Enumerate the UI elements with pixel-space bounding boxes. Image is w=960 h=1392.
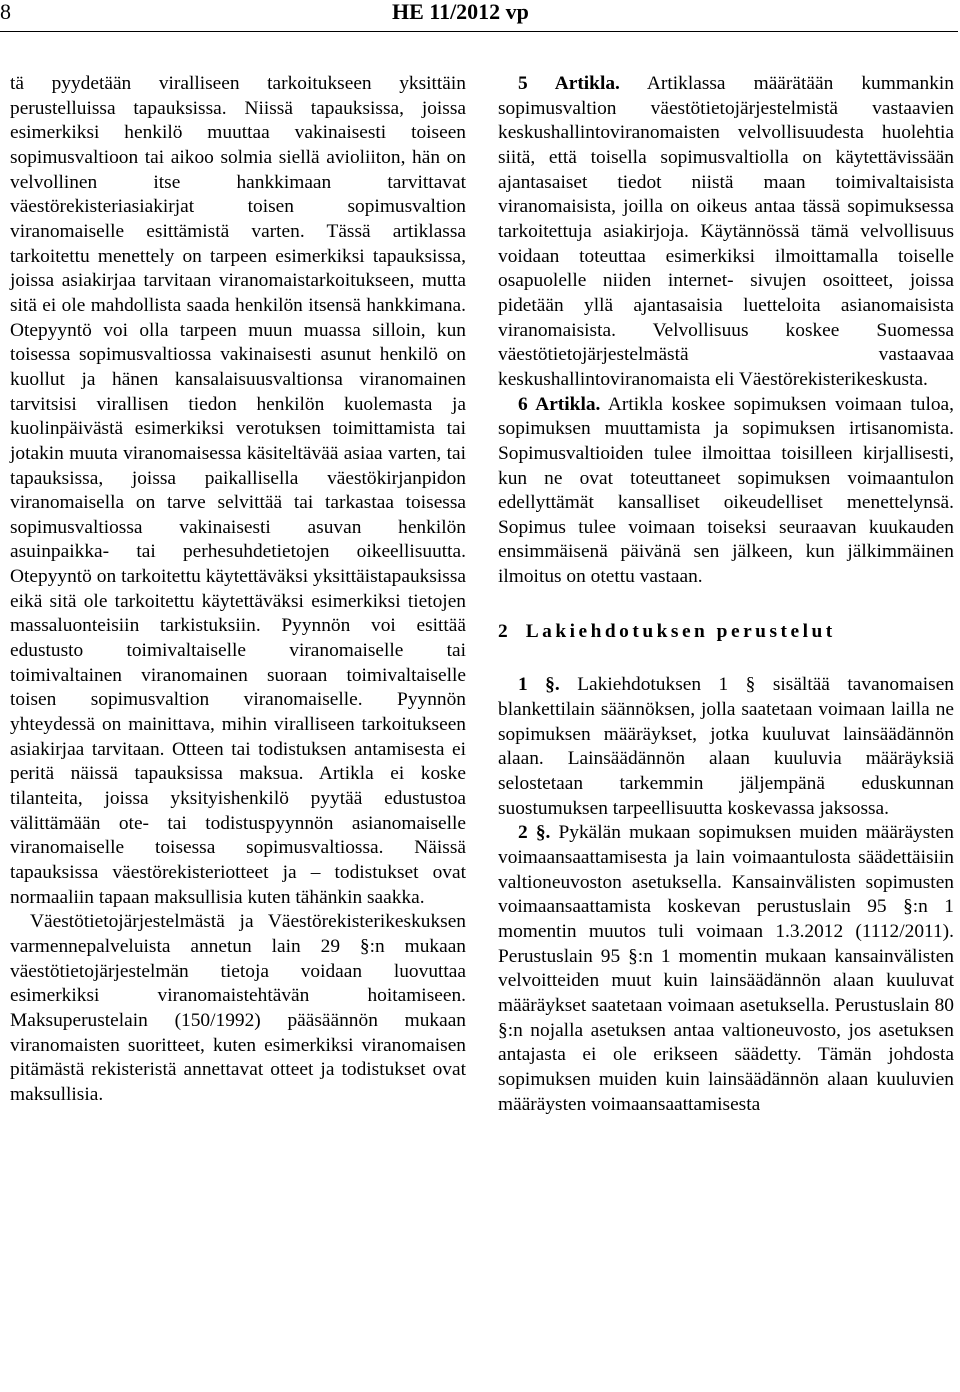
section-1-label: 1 §. — [518, 674, 560, 696]
section-2-label: 2 §. — [518, 822, 551, 844]
paragraph-maksullisuus: Väestötietojärjestelmästä ja Väestörekisterikeskuksen varmennepalveluista annetun lain 29 §:n mukaan väestötietojärjestelmän tietoja voidaan luovuttaa esimerkiksi viranomaistehtävän hoitamiseen. Maksuperustelain (150/1992) pääsäännön mukaan viranomaisten suoritteet, kuten esimerkiksi viranomaisen pitämästä rekisteristä annettavat otteet ja todistukset ovat maksullisia. — [10, 911, 466, 1105]
article-5-text: Artiklassa määrätään kummankin sopimusvaltion väestötietojärjestelmistä vastaavien keskushallintoviranomaisten velvollisuudesta huolehtia siitä, että toisella sopimusvaltiolla on käytettävissään ajantasaiset tiedot niistä maan toimivaltaisista viranomaisista, joilla on oikeus antaa tässä sopimuksessa tarkoitettuja asiakirjoja. Käytännössä tämä velvollisuus voidaan toteuttaa esimerkiksi ilmoittamalla toiselle osapuolelle niiden internet- sivujen osoitteet, joissa pidetään yllä ajantasaisia luetteloita asianomaisista viranomaisista. Velvollisuus koskee Suomessa väestötietojärjestelmästä vastaavaa keskushallintoviranomaista eli Väestörekisterikeskusta. — [498, 73, 954, 390]
section-1-paragraph — [498, 673, 954, 821]
section-2-paragraph — [498, 821, 954, 1117]
header-rule — [0, 31, 958, 32]
section-1-text: Lakiehdotuksen 1 § sisältää tavanomaisen blankettilain säännöksen, jolla saatetaan voimaan lailla ne sopimuksen määräykset, jotka kuuluvat lainsäädännön alaan. Lainsäädännön alaan kuuluvia määräyksiä selostetaan tarkemmin jäljempänä eduskunnan suostumuksen tarpeellisuutta koskevassa jaksossa. — [498, 674, 954, 819]
section-2-text: Pykälän mukaan sopimuksen muiden määräysten voimaansaattamisesta ja lain voimaantulosta säädettäisiin valtioneuvoston asetuksella. Kansainvälisten sopimusten voimaansaattamista koskevan perustuslain 95 §:n 1 momentin muutos tuli voimaan 1.3.2012 (1112/2011). Perustuslain 95 §:n 1 momentin mukaan kansainvälisten velvoitteiden muut kuin lainsäädännön alaan kuuluvat määräykset saatetaan voimaan asetuksella. Perustuslain 80 §:n nojalla asetuksen antaa valtioneuvosto, jos asetuksen antajasta ei ole erikseen säädetty. Tämän johdosta sopimuksen muiden kuin lainsäädännön alaan kuuluvien määräysten voimaansaattamisesta — [498, 822, 954, 1115]
section-number: 2 — [498, 620, 508, 642]
article-6-paragraph — [498, 393, 954, 590]
article-5-label: 5 Artikla. — [518, 73, 620, 94]
section-heading — [498, 620, 954, 645]
page-number: 8 — [0, 0, 11, 24]
document-id: HE 11/2012 vp — [392, 0, 529, 24]
article-5-paragraph — [498, 72, 954, 393]
page-header — [0, 0, 960, 36]
paragraph-otepyynto: tä pyydetään viralliseen tarkoitukseen yksittäin perustelluissa tapauksissa. Niissä tapauksissa, joissa esimerkiksi henkilö muuttaa vakinaisesti toiseen sopimusvaltioon tai aikoo solmia siellä avioliiton, hän on velvollinen itse hankkimaan tarvittavat väestörekisteriasiakirjat toisen sopimusvaltion viranomaiselle esittämistä varten. Tässä artiklassa tarkoitettu menettely on tarpeen esimerkiksi tapauksissa, joissa asiakirjaa tarvitaan viranomaistarkoitukseen, mutta sitä ei ole mahdollista saada henkilön itsensä hankkimana. Otepyyntö voi olla tarpeen muun muassa silloin, kun toisessa sopimusvaltiossa vakinaisesti asunut henkilö on kuollut ja hänen kansalaisuusvaltionsa viranomainen tarvitsisi virallisen tiedon henkilön kuolemasta ja kuolinpäivästä esimerkiksi verotuksen toimittamista tai jotakin muuta viranomaisessa käsiteltävää asiaa varten, tai tapauksissa, joissa paikallisella väestökirjanpidon viranomaisella on tarve selvittää tai tarkastaa toisessa sopimusvaltiossa vakinaisesti asuvan henkilön asuinpaikka- tai perhesuhdetietojen oikeellisuutta. Otepyyntö on tarkoitettu käytettäväksi yksittäistapauksissa eikä sitä ole tarkoitettu käytettäväksi esimerkiksi tietojen massaluonteisiin tarkistuksiin. Pyynnön voi esittää edustusto toimivaltaiselle viranomaiselle tai toimivaltainen viranomainen suoraan toimivaltaiselle toisen sopimusvaltion viranomaiselle. Pyynnön yhteydessä on mainittava, mihin viralliseen tarkoitukseen asiakirjaa tarvitaan. Otteen tai todistuksen antamisesta ei peritä näissä tapauksissa maksua. Artikla ei koske tilanteita, joissa yksityishenkilö pyytää edustustoa välittämään ote- tai todistuspyynnön asianomaiselle viranomaiselle toisessa sopimusvaltiossa. Näissä tapauksissa väestörekisteriotteet ja – todistukset ovat normaaliin tapaan maksullisia kuten tähänkin saakka. — [10, 73, 466, 908]
right-column — [498, 72, 954, 1117]
left-column — [10, 72, 466, 1108]
section-title: Lakiehdotuksen perustelut — [525, 620, 836, 642]
article-6-label: 6 Artikla. — [518, 393, 601, 415]
article-6-text: Artikla koskee sopimuksen voimaan tuloa, sopimuksen muuttamista ja sopimuksen irtisanomista. Sopimusvaltioiden tulee ilmoittaa toisilleen kirjallisesti, kun ne ovat toteuttaneet sopimuksen voimaantulon edellyttämät kansalliset oikeudelliset menettelynsä. Sopimus tulee voimaan toiseksi seuraavan kuukauden ensimmäisenä päivänä sen jälkeen, kun jälkimmäinen ilmoitus on otettu vastaan. — [498, 393, 954, 588]
